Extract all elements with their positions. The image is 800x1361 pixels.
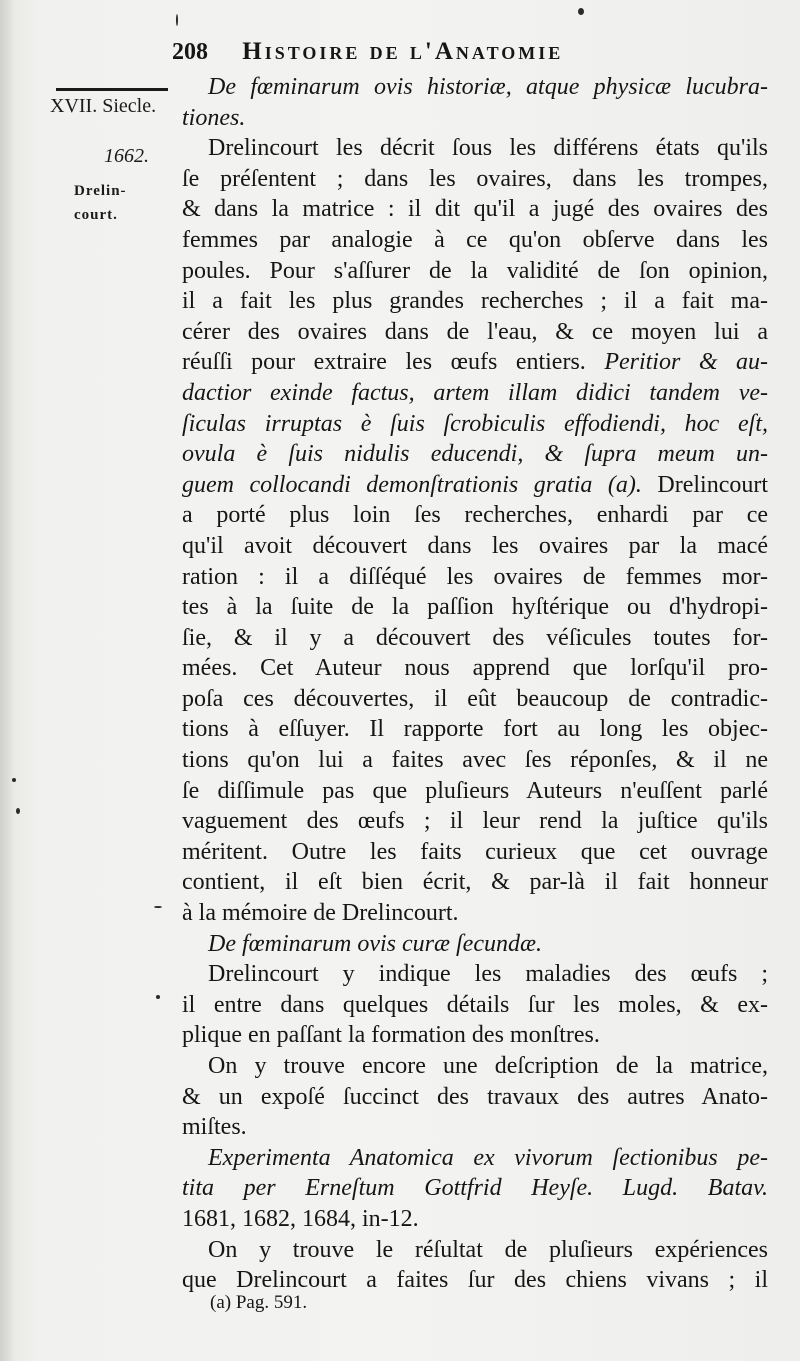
- text-line: [182, 194, 768, 225]
- text-line: [182, 714, 768, 745]
- body-text: [182, 72, 768, 1296]
- text-line-main: vaguement des œufs ; il leur rend la juſtice qu'ils: [182, 808, 768, 835]
- text-line-main: guem collocandi demonſtrationis gratia (a).: [182, 471, 642, 498]
- running-title: Histoire de l'Anatomie: [242, 38, 564, 65]
- text-line-main: On y trouve encore une deſcription de la matrice,: [208, 1053, 768, 1079]
- text-line: [182, 562, 768, 593]
- text-line: [182, 317, 768, 348]
- text-line-main: Drelincourt y indique les maladies des œufs ;: [208, 961, 768, 988]
- text-line: [182, 1051, 768, 1082]
- margin-century: XVII. Siecle.: [50, 95, 157, 117]
- text-line-main: à la mémoire de Drelincourt.: [182, 900, 459, 927]
- text-line-main: plique en paſſant la formation des monſtres.: [182, 1022, 600, 1049]
- text-line-main: contient, il eſt bien écrit, & par-là il fait honneur: [182, 869, 768, 896]
- text-line: [182, 1112, 768, 1143]
- text-line-main: tes à la ſuite de la paſſion hyſtérique ou d'hydropi-: [182, 594, 768, 621]
- text-line: [182, 225, 768, 256]
- text-line: [182, 286, 768, 317]
- text-line-main: il entre dans quelques détails ſur les moles, & ex-: [182, 991, 768, 1018]
- text-line-main: De fœminarum ovis historiæ, atque physicæ lucubra-: [208, 74, 768, 100]
- text-line-main: ſe diſſimule pas que pluſieurs Auteurs n'euſſent parlé: [182, 777, 768, 804]
- text-line-main: tiones.: [182, 104, 246, 131]
- text-line: [182, 1143, 768, 1174]
- text-line: [182, 929, 768, 960]
- text-line: [182, 500, 768, 531]
- text-line-roman-tail: Drelincourt: [657, 471, 768, 498]
- ink-speck: [578, 8, 584, 15]
- text-line: [182, 164, 768, 195]
- text-line: [182, 470, 768, 501]
- text-line-main: Experimenta Anatomica ex vivorum ſectionibus pe-: [208, 1144, 768, 1171]
- text-line: [182, 776, 768, 807]
- text-line: [182, 837, 768, 868]
- text-line-main: & un expoſé ſuccinct des travaux des autres Anato-: [182, 1083, 768, 1110]
- ink-speck: [12, 778, 16, 782]
- text-line-main: qu'il avoit découvert dans les ovaires par la macé: [182, 532, 768, 559]
- text-line-main: mées. Cet Auteur nous apprend que lorſqu'il pro-: [182, 655, 768, 682]
- text-line-main: ſiculas irruptas è ſuis ſcrobiculis effodiendi, hoc eſt,: [182, 410, 768, 437]
- text-line-main: femmes par analogie à ce qu'on obſerve dans les: [182, 226, 768, 253]
- text-line-main: ovula è ſuis nidulis educendi, & ſupra meum un-: [182, 441, 768, 468]
- margin-author-name-line1: Drelin-: [74, 183, 127, 199]
- text-line-main: ſe préſentent ; dans les ovaires, dans les trompes,: [182, 165, 768, 192]
- text-line: [182, 72, 768, 103]
- text-line-main: tions qu'on lui a faites avec ſes réponſes, & il ne: [182, 747, 768, 774]
- margin-rule: [56, 88, 168, 91]
- text-line-main: poſa ces découvertes, il eût beaucoup de contradic-: [182, 685, 768, 712]
- text-line-main: On y trouve le réſultat de pluſieurs expériences: [208, 1236, 768, 1263]
- text-line-main: Drelincourt les décrit ſous les différens états qu'ils: [208, 135, 768, 162]
- text-line: [182, 806, 768, 837]
- text-line: [182, 867, 768, 898]
- text-line: [182, 347, 768, 378]
- text-line: [182, 653, 768, 684]
- page-number: 208: [172, 39, 208, 65]
- text-line-main: dactior exinde factus, artem illam didici tandem ve-: [182, 379, 768, 406]
- footnote: (a) Pag. 591.: [210, 1292, 308, 1313]
- text-line: [182, 531, 768, 562]
- text-line: [182, 959, 768, 990]
- text-line-main: tita per Erneſtum Gottfrid Heyſe. Lugd. Batav.: [182, 1175, 768, 1202]
- text-line-main: ration : il a diſſéqué les ovaires de femmes mor-: [182, 563, 768, 590]
- ink-speck: [154, 906, 162, 908]
- text-line: [182, 898, 768, 929]
- page-header: [172, 38, 712, 66]
- text-line: [182, 990, 768, 1021]
- text-line-main: il a fait les plus grandes recherches ; il a fait ma-: [182, 288, 768, 315]
- ink-speck: [16, 808, 20, 814]
- text-line-italic-tail: Peritior & au-: [604, 349, 768, 376]
- margin-year: 1662.: [104, 145, 149, 167]
- text-line: [182, 592, 768, 623]
- text-line-main: que Drelincourt a faites ſur des chiens vivans ; il: [182, 1267, 768, 1294]
- text-line-main: cérer des ovaires dans de l'eau, & ce moyen lui a: [182, 318, 768, 345]
- text-line: [182, 684, 768, 715]
- text-line: [182, 1204, 768, 1235]
- text-line: [182, 103, 768, 134]
- text-line: [182, 1020, 768, 1051]
- margin-author-name-line2: court.: [74, 207, 118, 223]
- text-line: [182, 439, 768, 470]
- text-line-main: De fœminarum ovis curæ ſecundæ.: [208, 930, 542, 957]
- text-line: [182, 623, 768, 654]
- text-line: [182, 409, 768, 440]
- ink-speck: [156, 995, 160, 999]
- text-line-main: tions à eſſuyer. Il rapporte fort au long les objec-: [182, 716, 768, 743]
- text-line-main: miſtes.: [182, 1114, 247, 1141]
- text-line-main: ſie, & il y a découvert des véſicules toutes for-: [182, 624, 768, 651]
- text-line: [182, 256, 768, 287]
- text-line: [182, 1082, 768, 1113]
- text-line: [182, 1235, 768, 1266]
- text-line: [182, 378, 768, 409]
- ink-speck: [176, 14, 178, 26]
- text-line-main: & dans la matrice : il dit qu'il a jugé des ovaires des: [182, 196, 768, 223]
- text-line-main: réuſſi pour extraire les œufs entiers.: [182, 349, 586, 376]
- text-line: [182, 1173, 768, 1204]
- text-line-main: a porté plus loin ſes recherches, enhardi par ce: [182, 502, 768, 529]
- text-line-main: méritent. Outre les faits curieux que cet ouvrage: [182, 838, 768, 865]
- text-line: [182, 745, 768, 776]
- text-line-main: 1681, 1682, 1684, in-12.: [182, 1205, 419, 1232]
- text-line-main: poules. Pour s'aſſurer de la validité de ſon opinion,: [182, 257, 768, 284]
- text-line: [182, 133, 768, 164]
